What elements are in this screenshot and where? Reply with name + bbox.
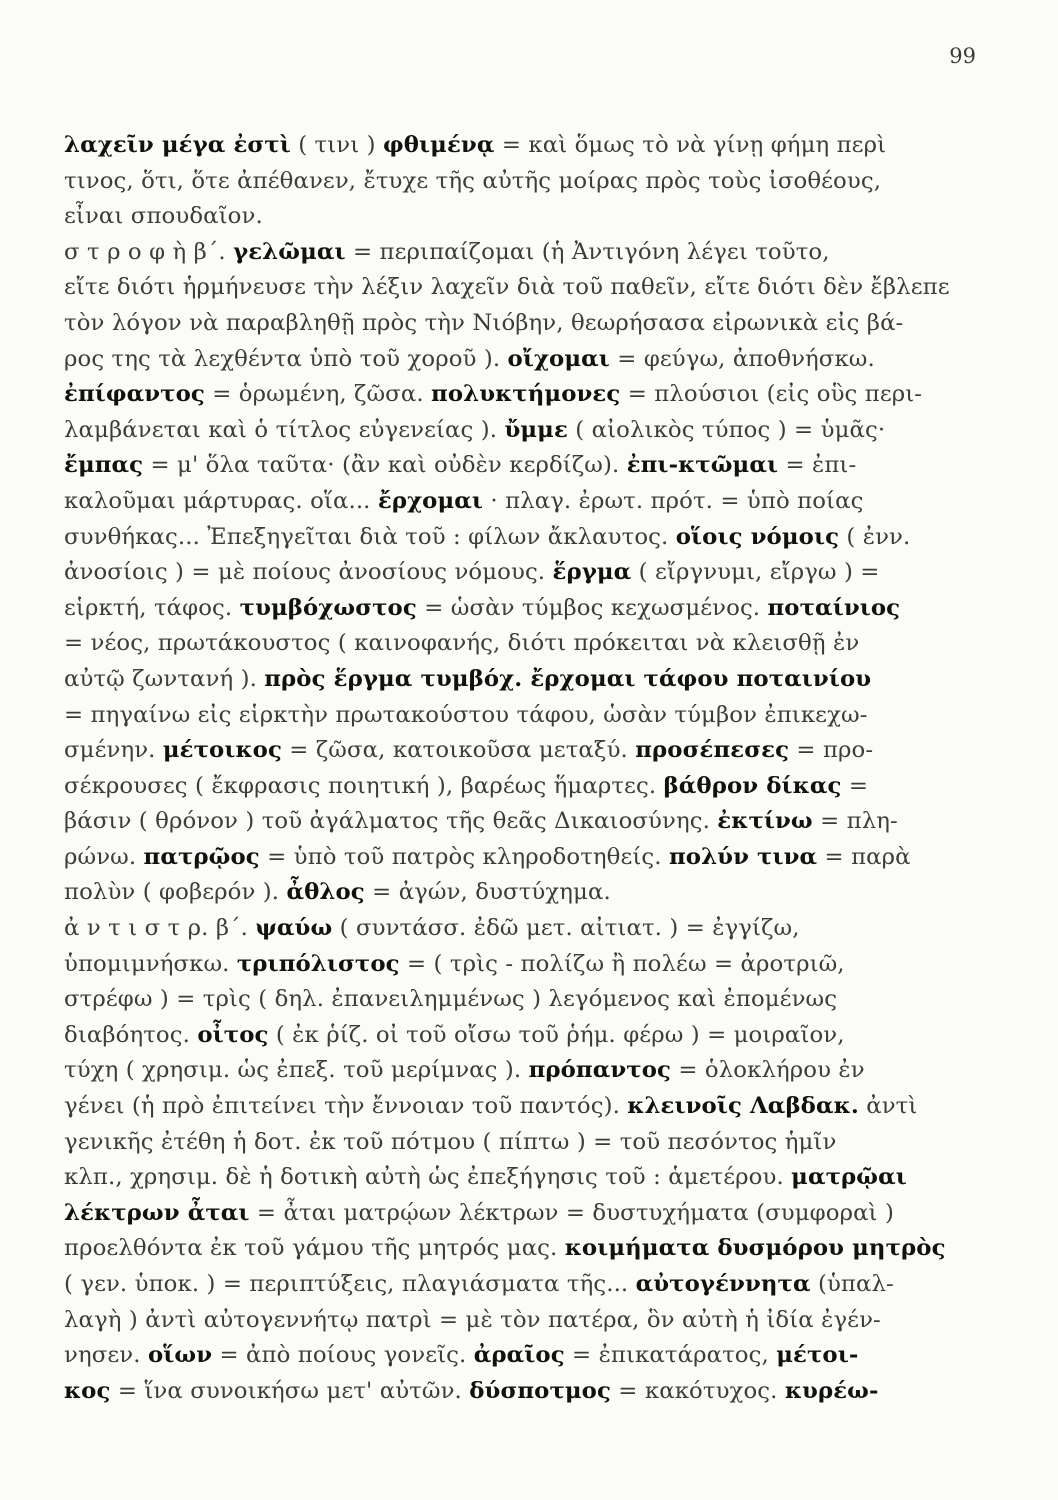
text-line	[64, 484, 1002, 520]
text-line	[64, 270, 1002, 306]
gloss-text: = ἆται ματρῴων λέκτρων = δυστυχήματα (συμφοραὶ )	[249, 1199, 894, 1226]
gloss-text: ( γεν. ὑποκ. ) = περιπτύξεις, πλαγιάσματα τῆς...	[64, 1271, 636, 1297]
gloss-text: ὑπομιμνήσκω.	[64, 950, 237, 977]
lemma-term: πατρῷος	[143, 843, 260, 870]
gloss-text: διαβόητος.	[64, 1021, 198, 1048]
gloss-text: τύχη ( χρησιμ. ὡς ἐπεξ. τοῦ μερίμνας ).	[64, 1057, 529, 1084]
gloss-text: = ὁρωμένη, ζῶσα.	[204, 381, 432, 408]
commentary-text	[64, 128, 1002, 1409]
gloss-text: = περιπαίζομαι (ἡ Ἀντιγόνη λέγει τοῦτο,	[345, 238, 830, 265]
lemma-term: οἵοις νόμοις	[675, 523, 840, 550]
gloss-text: = νέος, πρωτάκουστος ( καινοφανής, διότι πρόκειται νὰ κλεισθῇ ἐν	[64, 630, 860, 657]
gloss-text: τινος, ὅτι, ὅτε ἀπέθανεν, ἔτυχε τῆς αὐτῆς μοίρας πρὸς τοὺς ἰσοθέους,	[64, 167, 882, 194]
gloss-text: · πλαγ. ἐρωτ. πρότ. = ὑπὸ ποίας	[483, 487, 864, 514]
lemma-term: γελῶμαι	[233, 238, 346, 265]
gloss-text: ( ἐκ ῥίζ. οἰ τοῦ οἴσω τοῦ ῥήμ. φέρω ) = μοιραῖον,	[268, 1021, 845, 1048]
text-line	[64, 769, 1002, 805]
text-line	[64, 1338, 1002, 1374]
gloss-text: λαγὴ ) ἀντὶ αὐτογεννήτῳ πατρὶ = μὲ τὸν πατέρα, ὃν αὐτὴ ἡ ἰδία ἐγέν-	[64, 1306, 881, 1333]
lemma-term: βάθρον δίκας	[663, 772, 842, 799]
gloss-text: πολὺν ( φοβερόν ).	[64, 879, 287, 906]
text-line	[64, 448, 1002, 484]
gloss-text: ἀ ν τ ι σ τ ρ. β΄.	[64, 915, 256, 942]
lemma-term: ἕργμα	[552, 559, 632, 586]
text-line	[64, 662, 1002, 698]
text-line	[64, 947, 1002, 983]
gloss-text: = ὑπὸ τοῦ πατρὸς κληροδοτηθείς.	[259, 843, 669, 870]
text-line	[64, 164, 1002, 200]
lemma-term: τριπόλιστος	[236, 950, 400, 977]
gloss-text: ( ἐνν.	[839, 523, 911, 550]
gloss-text: καλοῦμαι μάρτυρας. οἵα...	[64, 487, 378, 514]
lemma-term: πολύν τινα	[669, 843, 818, 870]
text-line	[64, 626, 1002, 662]
text-line	[64, 1374, 1002, 1410]
lemma-term: κλεινοῖς Λαβδακ.	[627, 1093, 859, 1120]
gloss-text: τὸν λόγον νὰ παραβληθῇ πρὸς τὴν Νιόβην, θεωρήσασα εἰρωνικὰ εἰς βά-	[64, 309, 904, 336]
text-line	[64, 1018, 1002, 1054]
text-line	[64, 875, 1002, 911]
lemma-term: οἴχομαι	[507, 345, 610, 372]
gloss-text: αὐτῷ ζωντανή ).	[64, 665, 265, 692]
gloss-text: ( αἰολικὸς τύπος ) = ὑμᾶς·	[567, 416, 886, 443]
text-line	[64, 840, 1002, 876]
text-line	[64, 199, 1002, 235]
lemma-term: αὐτογέννητα	[635, 1271, 811, 1297]
text-line	[64, 235, 1002, 271]
gloss-text: βάσιν ( θρόνον ) τοῦ ἀγάλματος τῆς θεᾶς Δικαιοσύνης.	[64, 808, 718, 835]
gloss-text: = ὡσὰν τύμβος κεχωσμένος.	[416, 594, 768, 621]
gloss-text: νησεν.	[64, 1342, 148, 1369]
gloss-text: = παρὰ	[817, 843, 911, 870]
lemma-term: τυμβόχωστος	[239, 594, 417, 621]
text-line	[64, 982, 1002, 1018]
gloss-text: συνθήκας... Ἐπεξηγεῖται διὰ τοῦ : φίλων ἄκλαυτος.	[64, 523, 676, 550]
gloss-text: κλπ., χρησιμ. δὲ ἡ δοτικὴ αὐτὴ ὡς ἐπεξήγησις τοῦ : ἁμετέρου.	[64, 1164, 792, 1191]
gloss-text: = ἐπικατάρατος,	[564, 1342, 777, 1369]
text-line	[64, 1053, 1002, 1089]
text-line	[64, 1196, 1002, 1232]
lemma-term: ἐκτίνω	[717, 808, 813, 835]
gloss-text: ἀνοσίοις ) = μὲ ποίους ἀνοσίους νόμους.	[64, 559, 553, 586]
lemma-term: κος	[64, 1377, 111, 1404]
gloss-text: = πλη-	[812, 808, 898, 835]
gloss-text: ( συντάσσ. ἐδῶ μετ. αἰτιατ. ) = ἐγγίζω,	[332, 915, 800, 942]
lemma-term: οἵων	[147, 1342, 213, 1369]
lemma-term: μέτοικος	[162, 737, 282, 764]
lemma-term: κυρέω-	[784, 1377, 879, 1404]
gloss-text: = πλούσιοι (εἰς οὓς περι-	[620, 381, 923, 408]
gloss-text: γενικῆς ἐτέθη ἡ δοτ. ἐκ τοῦ πότμου ( πίπτω ) = τοῦ πεσόντος ἡμῖν	[64, 1128, 837, 1155]
page-number: 99	[949, 44, 976, 68]
lemma-term: λαχεῖν μέγα ἐστὶ	[64, 132, 291, 158]
gloss-text: ( τινι )	[290, 132, 383, 158]
gloss-text: σέκρουσες ( ἔκφρασις ποιητική ), βαρέως ἥμαρτες.	[64, 772, 664, 799]
lemma-term: ὔμμε	[504, 416, 568, 443]
gloss-text: = μ' ὅλα ταῦτα· (ἂν καὶ οὐδὲν κερδίζω).	[143, 452, 627, 479]
lemma-term: φθιμένᾳ	[383, 132, 495, 158]
lemma-term: προσέπεσες	[635, 737, 790, 764]
text-line	[64, 733, 1002, 769]
lemma-term: πρόπαντος	[528, 1057, 672, 1084]
gloss-text: = ζῶσα, κατοικοῦσα μεταξύ.	[281, 737, 636, 764]
lemma-term: δύσποτμος	[469, 1377, 611, 1404]
gloss-text: = κακότυχος.	[610, 1377, 785, 1404]
text-line	[64, 555, 1002, 591]
gloss-text: σ τ ρ ο φ ὴ β΄.	[64, 238, 234, 265]
lemma-term: ψαύω	[255, 915, 333, 942]
gloss-text: ρος της τὰ λεχθέντα ὑπὸ τοῦ χοροῦ ).	[64, 345, 508, 372]
lemma-term: ἔμπας	[64, 452, 144, 479]
gloss-text: = ἵνα συνοικήσω μετ' αὐτῶν.	[110, 1377, 470, 1404]
text-line	[64, 1303, 1002, 1339]
lemma-term: ἐπίφαντος	[64, 381, 205, 408]
gloss-text: εἱρκτή, τάφος.	[64, 594, 240, 621]
gloss-text: =	[841, 772, 869, 799]
text-line	[64, 911, 1002, 947]
gloss-text: γένει (ἡ πρὸ ἐπιτείνει τὴν ἔννοιαν τοῦ παντός).	[64, 1093, 628, 1120]
gloss-text: = φεύγω, ἀποθνήσκω.	[609, 345, 875, 372]
text-line	[64, 128, 1002, 164]
text-line	[64, 520, 1002, 556]
lemma-term: πρὸς ἕργμα τυμβόχ. ἔρχομαι τάφου ποταινίου	[264, 665, 872, 692]
text-line	[64, 377, 1002, 413]
gloss-text: εἶναι σπουδαῖον.	[64, 203, 263, 230]
lemma-term: ἔρχομαι	[377, 487, 484, 514]
lemma-term: ἐπι-κτῶμαι	[626, 452, 779, 479]
gloss-text: (ὑπαλ-	[810, 1271, 894, 1297]
text-line	[64, 1267, 1002, 1303]
lemma-term: λέκτρων ἆται	[64, 1199, 250, 1226]
gloss-text: = ὁλοκλήρου ἐν	[671, 1057, 865, 1084]
text-line	[64, 1089, 1002, 1125]
lemma-term: οἶτος	[197, 1021, 269, 1048]
gloss-text: εἴτε διότι ἡρμήνευσε τὴν λέξιν λαχεῖν διὰ τοῦ παθεῖν, εἴτε διότι δὲν ἔβλεπε	[64, 274, 950, 301]
gloss-text: ἀντὶ	[858, 1093, 918, 1120]
text-line	[64, 591, 1002, 627]
text-line	[64, 698, 1002, 734]
text-line	[64, 1125, 1002, 1161]
gloss-text: λαμβάνεται καὶ ὁ τίτλος εὐγενείας ).	[64, 416, 505, 443]
gloss-text: = ἐπι-	[778, 452, 857, 479]
lemma-term: μέτοι-	[776, 1342, 859, 1369]
gloss-text: = ἀγών, δυστύχημα.	[364, 879, 611, 906]
lemma-term: ποταίνιος	[767, 594, 901, 621]
text-line	[64, 306, 1002, 342]
gloss-text: στρέφω ) = τρὶς ( δηλ. ἐπανειλημμένως ) λεγόμενος καὶ ἐπομένως	[64, 986, 838, 1013]
lemma-term: ἆθλος	[286, 879, 365, 906]
text-line	[64, 1160, 1002, 1196]
gloss-text: σμένην.	[64, 737, 163, 764]
lemma-term: πολυκτήμονες	[431, 381, 621, 408]
gloss-text: = ( τρὶς - πολίζω ἢ πολέω = ἀροτριῶ,	[399, 950, 845, 977]
lemma-term: ματρῷαι	[791, 1164, 907, 1191]
lemma-term: κοιμήματα δυσμόρου μητρὸς	[564, 1235, 946, 1262]
text-line	[64, 804, 1002, 840]
text-line	[64, 342, 1002, 378]
gloss-text: = ἀπὸ ποίους γονεῖς.	[212, 1342, 474, 1369]
text-line	[64, 413, 1002, 449]
gloss-text: προελθόντα ἐκ τοῦ γάμου τῆς μητρός μας.	[64, 1235, 565, 1262]
lemma-term: ἀραῖος	[473, 1342, 565, 1369]
gloss-text: ρώνω.	[64, 843, 144, 870]
text-line	[64, 1231, 1002, 1267]
gloss-text: = καὶ ὅμως τὸ νὰ γίνῃ φήμη περὶ	[494, 132, 887, 158]
gloss-text: = πηγαίνω εἰς εἱρκτὴν πρωτακούστου τάφου, ὡσὰν τύμβον ἐπικεχω-	[64, 701, 868, 728]
gloss-text: ( εἴργνυμι, εἴργω ) =	[631, 559, 880, 586]
gloss-text: = προ-	[789, 737, 874, 764]
